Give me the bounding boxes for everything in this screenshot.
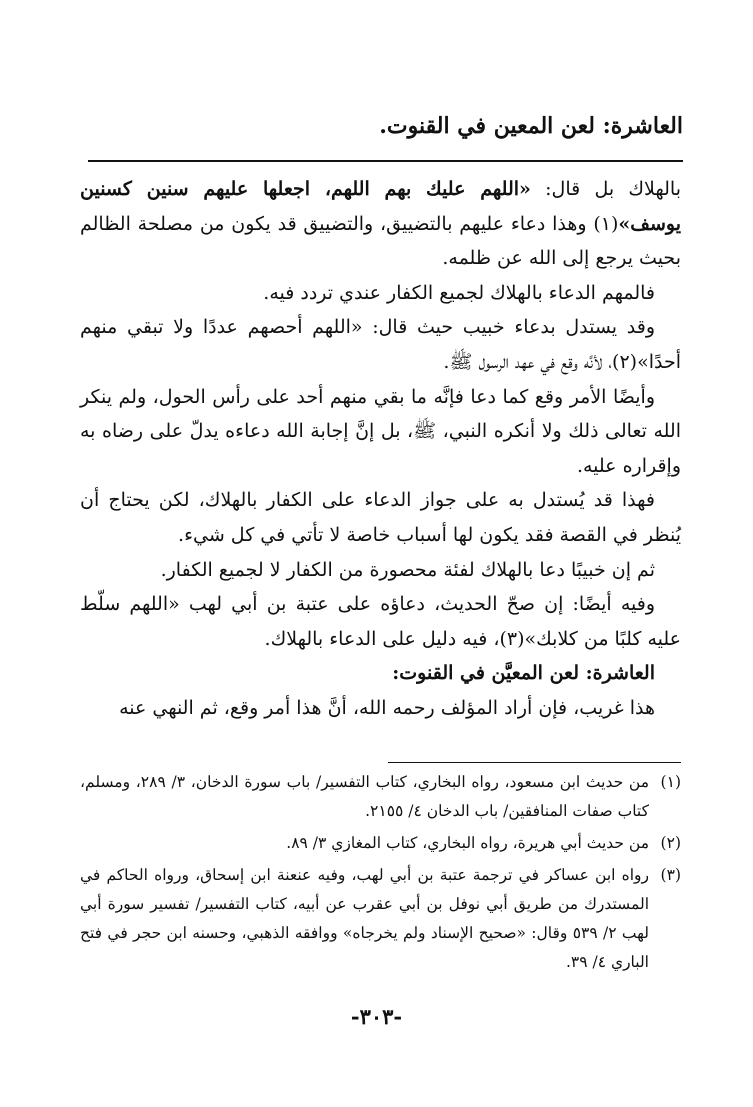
footnote-number: (٣) bbox=[660, 866, 681, 884]
footnote-number: (١) bbox=[660, 773, 681, 791]
footnote-number: (٢) bbox=[660, 834, 681, 852]
paragraph-5: فهذا قد يُستدل به على جواز الدعاء على الكفار بالهلاك، لكن يحتاج أن يُنظر في القصة فقد يكون لها أسباب خاصة لا تأتي في كل شيء. bbox=[80, 489, 681, 546]
paragraph-7: وفيه أيضًا: إن صحّ الحديث، دعاؤه على عتبة بن أبي لهب «اللهم سلّط عليه كلبًا من كلابك»(٣)، فيه دليل على الدعاء بالهلاك. bbox=[80, 593, 681, 650]
section-title: العاشرة: لعن المعيَّن في القنوت: bbox=[392, 662, 655, 685]
running-header: العاشرة: لعن المعين في القنوت. bbox=[379, 113, 683, 139]
paragraph-1 bbox=[80, 172, 681, 276]
paragraph-3: وقد يستدل بدعاء خبيب حيث قال: «اللهم أحصهم عددًا ولا تبقي منهم أحدًا»(٢)، لأنَّه وقع في عهد الرسول ﷺ. bbox=[80, 316, 681, 373]
footnote-text: من حديث ابن مسعود، رواه البخاري، كتاب التفسير/ باب سورة الدخان، ٣/ ٢٨٩، ومسلم، كتاب صفات المنافقين/ باب الدخان ٤/ ٢١٥٥. bbox=[80, 773, 649, 820]
paragraph-8: هذا غريب، فإن أراد المؤلف رحمه الله، أنَّ هذا أمر وقع، ثم النهي عنه bbox=[119, 696, 655, 719]
header-divider bbox=[88, 160, 683, 162]
footnotes bbox=[80, 768, 681, 977]
footnote-text: من حديث أبي هريرة، رواه البخاري، كتاب المغازي ٣/ ٨٩. bbox=[286, 834, 649, 852]
paragraph-1-start: بالهلاك بل قال: bbox=[530, 178, 681, 200]
paragraph-6: ثم إن خبيبًا دعا بالهلاك لفئة محصورة من الكفار لا لجميع الكفار. bbox=[160, 558, 655, 581]
footnote-2 bbox=[80, 829, 681, 858]
page-number: -٣٠٣- bbox=[350, 1004, 403, 1029]
footnote-3 bbox=[80, 861, 681, 977]
paragraph-1-end: (١) وهذا دعاء عليهم بالتضييق، والتضييق قد يكون من مصلحة الظالم بحيث يرجع إلى الله عن ظلمه. bbox=[80, 212, 681, 270]
footnote-1 bbox=[80, 768, 681, 826]
footnote-text: رواه ابن عساكر في ترجمة عتبة بن أبي لهب، وفيه عنعنة ابن إسحاق، ورواه الحاكم في المستدرك من طريق أبي نوفل بن أبي عقرب عن أبيه، كتاب التفسير/ تفسير سورة أبي لهب ٢/ ٥٣٩ وقال: «صحيح الإسناد ولم يخرجاه» ووافقه الذهبي، وحسنه ابن حجر في فتح الباري ٤/ ٣٩. bbox=[80, 866, 650, 971]
main-text bbox=[80, 172, 681, 726]
hadith-quote: «اللهم عليك بهم اللهم، اجعلها عليهم سنين كسنين يوسف» bbox=[80, 178, 681, 235]
paragraph-2: فالمهم الدعاء بالهلاك لجميع الكفار عندي تردد فيه. bbox=[263, 281, 655, 304]
footnote-divider bbox=[388, 762, 681, 763]
paragraph-4: وأيضًا الأمر وقع كما دعا فإنَّه ما بقي منهم أحد على رأس الحول، ولم ينكر الله تعالى ذلك ولا أنكره النبي، ﷺ، بل إنَّ إجابة الله دعاءه يدلّ على رضاه به وإقراره عليه. bbox=[80, 385, 681, 477]
